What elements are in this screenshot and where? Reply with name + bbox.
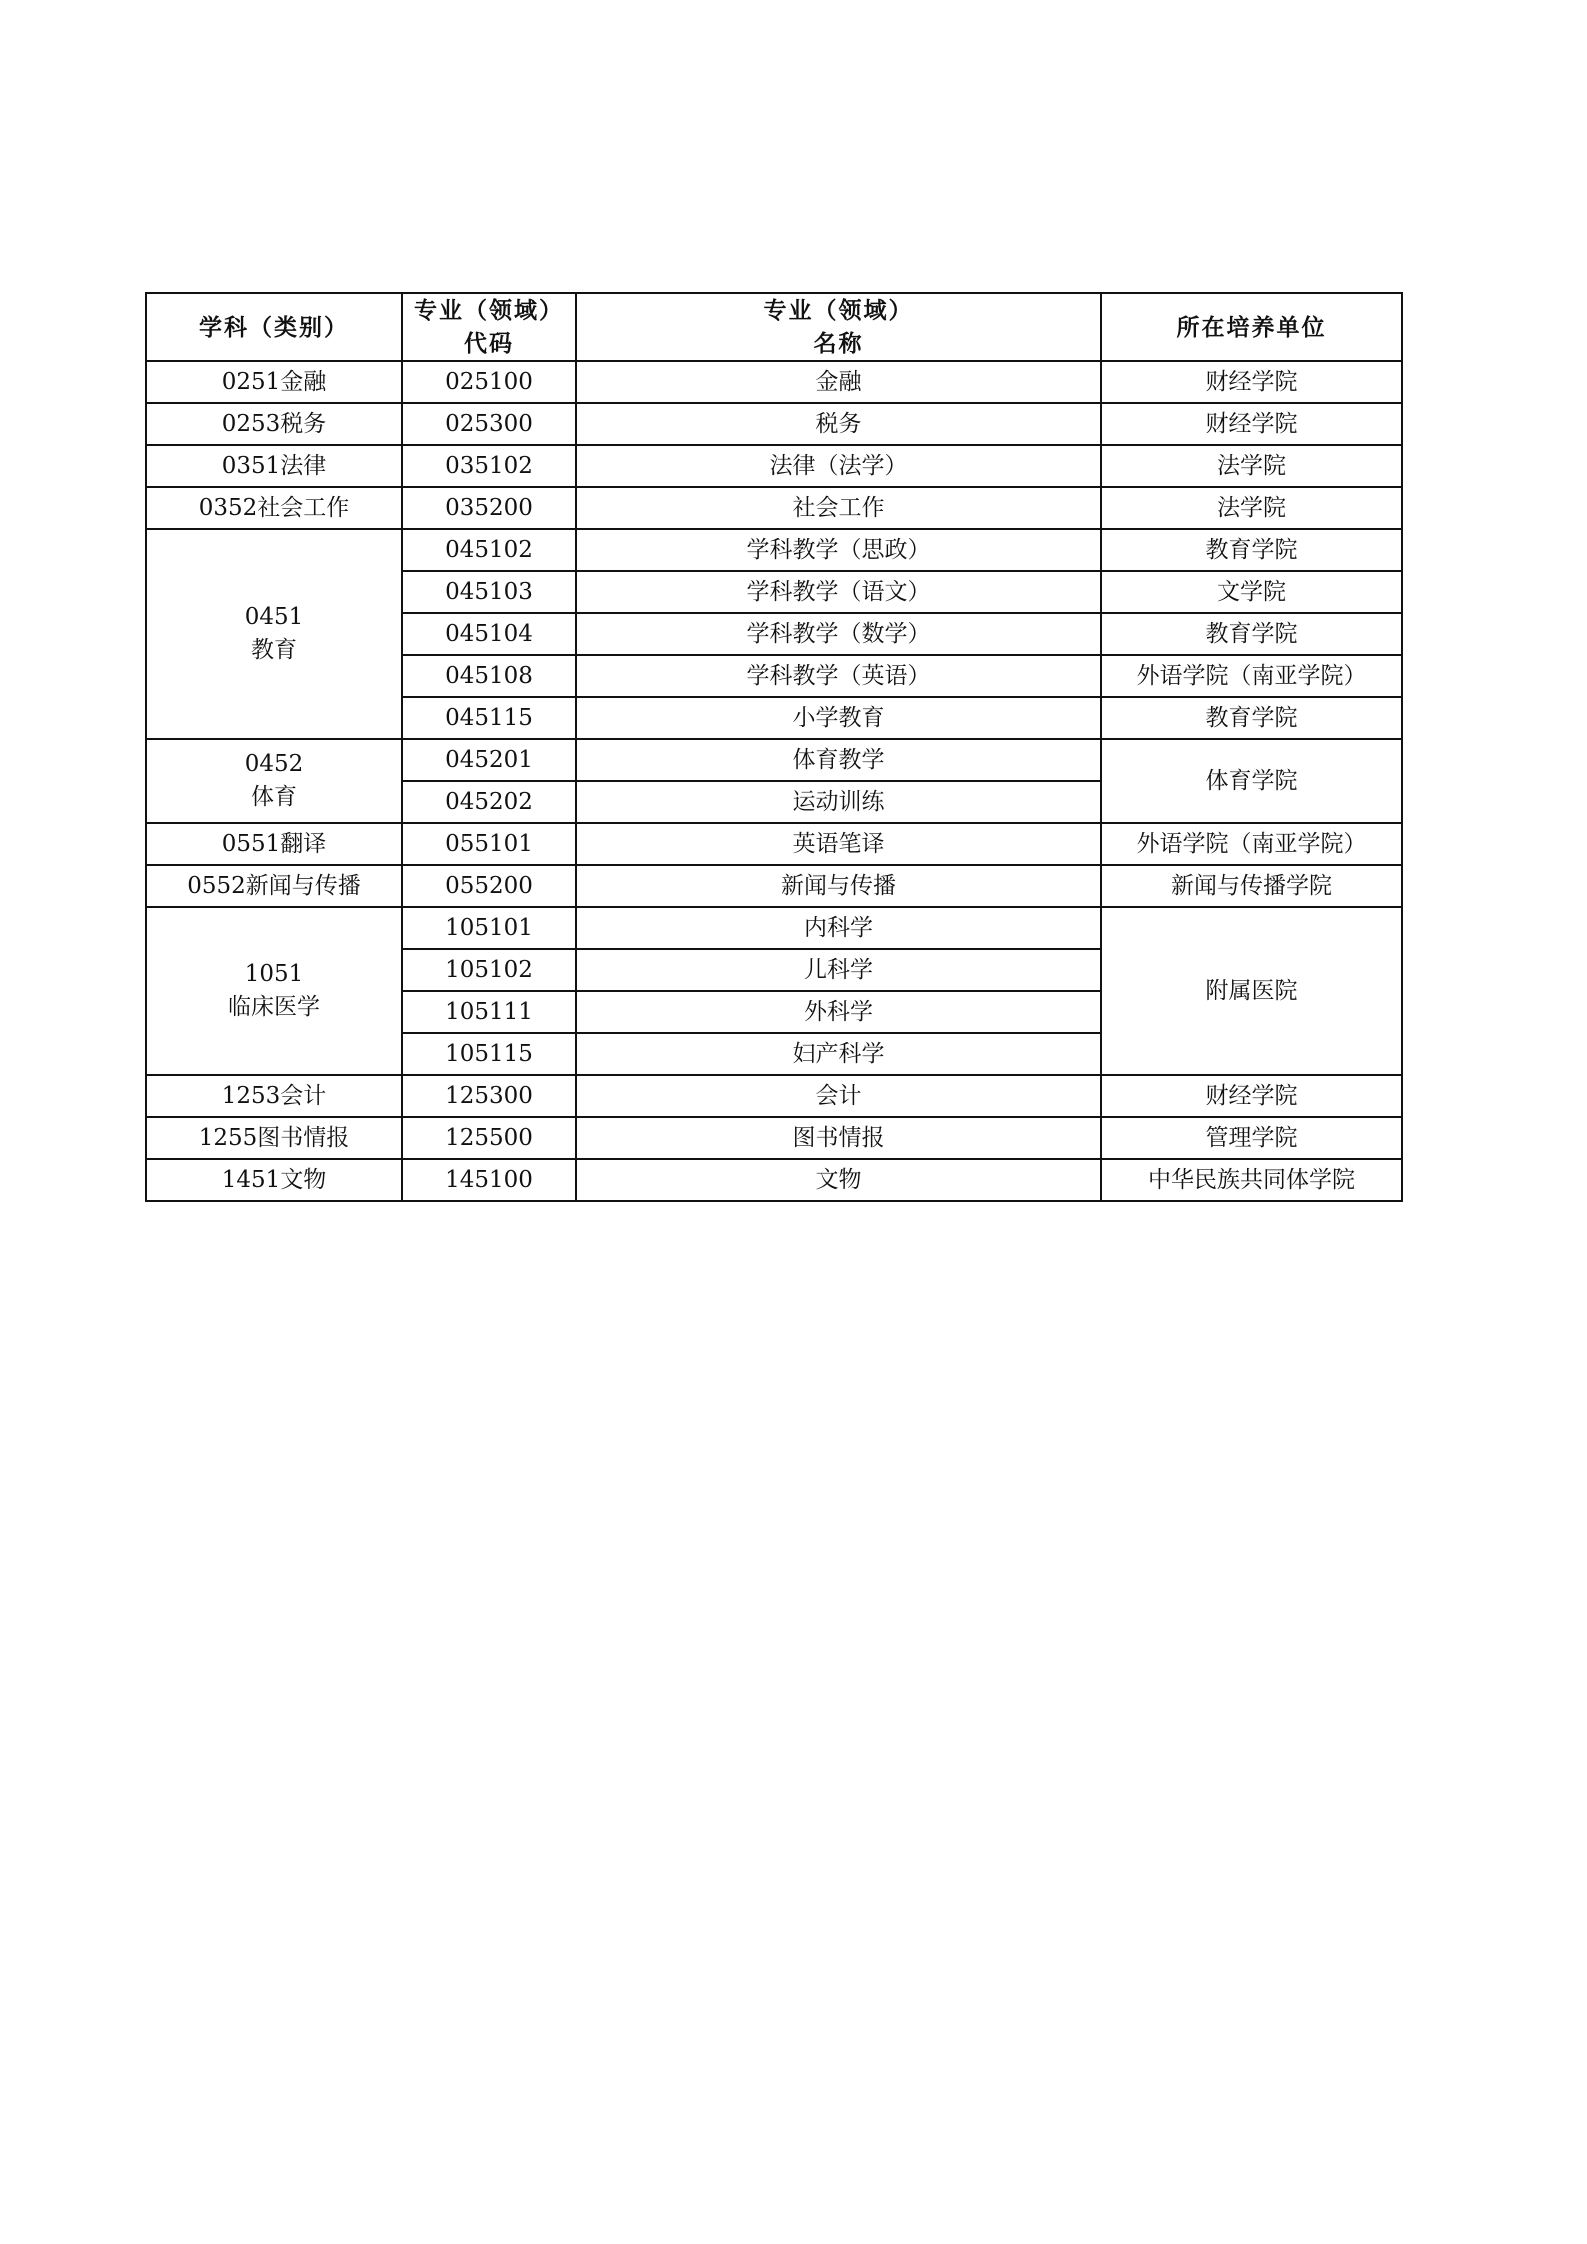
major-name-cell: 法律（法学）	[576, 445, 1101, 487]
discipline-cell	[146, 1117, 402, 1159]
table-row	[146, 361, 1402, 403]
major-name-cell: 文物	[576, 1159, 1101, 1201]
major-name-cell: 儿科学	[576, 949, 1101, 991]
training-unit-cell: 财经学院	[1101, 361, 1402, 403]
discipline-cell	[146, 445, 402, 487]
table-row	[146, 907, 1402, 949]
training-unit-cell: 体育学院	[1101, 739, 1402, 823]
discipline-cell	[146, 907, 402, 1075]
discipline-cell	[146, 361, 402, 403]
header-discipline-text: 学科（类别）	[199, 313, 349, 341]
major-code-cell: 045102	[402, 529, 576, 571]
header-code-line2: 代码	[464, 330, 514, 357]
header-unit	[1101, 293, 1402, 361]
major-code-cell: 105102	[402, 949, 576, 991]
major-name-cell: 图书情报	[576, 1117, 1101, 1159]
discipline-name-text: 教育	[251, 637, 297, 663]
discipline-text: 0253税务	[221, 411, 327, 437]
major-name-cell: 妇产科学	[576, 1033, 1101, 1075]
discipline-code-text: 0452	[244, 751, 304, 777]
table-row	[146, 529, 1402, 571]
discipline-cell	[146, 823, 402, 865]
major-code-cell: 045103	[402, 571, 576, 613]
discipline-cell	[146, 487, 402, 529]
discipline-name-text: 体育	[251, 784, 297, 810]
table-row	[146, 865, 1402, 907]
header-discipline	[146, 293, 402, 361]
discipline-text: 0251金融	[221, 369, 327, 395]
major-code-cell: 105101	[402, 907, 576, 949]
major-name-cell: 金融	[576, 361, 1101, 403]
training-unit-cell: 外语学院（南亚学院）	[1101, 655, 1402, 697]
training-unit-cell: 法学院	[1101, 445, 1402, 487]
major-name-cell: 体育教学	[576, 739, 1101, 781]
training-unit-cell: 教育学院	[1101, 529, 1402, 571]
major-code-cell: 145100	[402, 1159, 576, 1201]
major-name-cell: 学科教学（语文）	[576, 571, 1101, 613]
discipline-cell	[146, 1075, 402, 1117]
discipline-text: 1255图书情报	[198, 1125, 350, 1151]
major-name-cell: 内科学	[576, 907, 1101, 949]
major-code-cell: 125500	[402, 1117, 576, 1159]
table-row	[146, 487, 1402, 529]
major-code-cell: 105111	[402, 991, 576, 1033]
discipline-code-text: 0451	[244, 604, 304, 630]
discipline-text: 0552新闻与传播	[187, 873, 361, 899]
training-unit-cell: 中华民族共同体学院	[1101, 1159, 1402, 1201]
major-code-cell: 025100	[402, 361, 576, 403]
header-name	[576, 293, 1101, 361]
major-name-cell: 学科教学（英语）	[576, 655, 1101, 697]
major-code-cell: 055200	[402, 865, 576, 907]
training-unit-cell: 教育学院	[1101, 613, 1402, 655]
discipline-text: 0551翻译	[221, 831, 327, 857]
major-code-cell: 105115	[402, 1033, 576, 1075]
major-name-cell: 社会工作	[576, 487, 1101, 529]
major-code-cell: 035102	[402, 445, 576, 487]
major-code-cell: 055101	[402, 823, 576, 865]
table-row	[146, 1117, 1402, 1159]
training-unit-cell: 文学院	[1101, 571, 1402, 613]
discipline-cell	[146, 403, 402, 445]
major-name-cell: 外科学	[576, 991, 1101, 1033]
training-unit-cell: 管理学院	[1101, 1117, 1402, 1159]
discipline-cell	[146, 1159, 402, 1201]
major-code-cell: 125300	[402, 1075, 576, 1117]
discipline-cell	[146, 865, 402, 907]
majors-table	[145, 292, 1403, 1202]
major-name-cell: 英语笔译	[576, 823, 1101, 865]
major-name-cell: 运动训练	[576, 781, 1101, 823]
training-unit-cell: 财经学院	[1101, 1075, 1402, 1117]
training-unit-cell: 法学院	[1101, 487, 1402, 529]
header-unit-text: 所在培养单位	[1176, 313, 1327, 341]
training-unit-cell: 财经学院	[1101, 403, 1402, 445]
training-unit-cell: 外语学院（南亚学院）	[1101, 823, 1402, 865]
table-row	[146, 403, 1402, 445]
discipline-text: 0351法律	[221, 453, 327, 479]
major-name-cell: 新闻与传播	[576, 865, 1101, 907]
training-unit-cell: 新闻与传播学院	[1101, 865, 1402, 907]
major-name-cell: 学科教学（数学）	[576, 613, 1101, 655]
discipline-cell	[146, 739, 402, 823]
table-row	[146, 739, 1402, 781]
training-unit-cell: 附属医院	[1101, 907, 1402, 1075]
table-row	[146, 445, 1402, 487]
header-code-line1: 专业（领域）	[414, 297, 564, 324]
discipline-cell	[146, 529, 402, 739]
discipline-text: 0352社会工作	[198, 495, 350, 521]
major-name-cell: 小学教育	[576, 697, 1101, 739]
major-code-cell: 045115	[402, 697, 576, 739]
discipline-name-text: 临床医学	[228, 994, 320, 1020]
major-name-cell: 税务	[576, 403, 1101, 445]
table-row	[146, 1159, 1402, 1201]
table-row	[146, 1075, 1402, 1117]
major-code-cell: 035200	[402, 487, 576, 529]
table-row	[146, 823, 1402, 865]
major-name-cell: 学科教学（思政）	[576, 529, 1101, 571]
major-code-cell: 045202	[402, 781, 576, 823]
training-unit-cell: 教育学院	[1101, 697, 1402, 739]
discipline-code-text: 1051	[244, 961, 304, 987]
discipline-text: 1451文物	[221, 1167, 327, 1193]
header-code	[402, 293, 576, 361]
header-name-line1: 专业（领域）	[763, 297, 914, 324]
discipline-text: 1253会计	[221, 1083, 327, 1109]
table-body	[146, 361, 1402, 1201]
major-code-cell: 025300	[402, 403, 576, 445]
header-row	[146, 293, 1402, 361]
major-code-cell: 045104	[402, 613, 576, 655]
major-code-cell: 045108	[402, 655, 576, 697]
major-name-cell: 会计	[576, 1075, 1101, 1117]
header-name-line2: 名称	[813, 330, 864, 357]
major-code-cell: 045201	[402, 739, 576, 781]
